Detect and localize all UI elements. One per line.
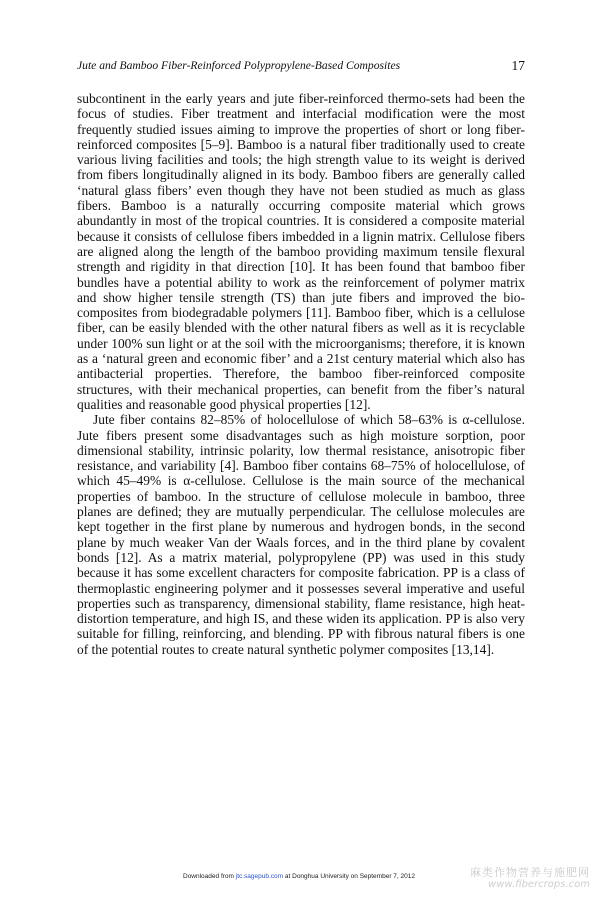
footer-suffix: at Donghua University on September 7, 2012 bbox=[283, 873, 415, 880]
paragraph: subcontinent in the early years and jute fiber-reinforced thermo-sets had been the focus of studies. Fiber treatment and interfacial modification were the most frequently studied issues aiming to improve the properties of short or long fiber-reinforced composites [5–9]. Bamboo is a natural fiber traditionally used to create various living facilities and tools; the high strength value to its weight is derived from fibers longitudinally aligned in its body. Bamboo fibers are generally called ‘natural glass fibers’ even though they have not been studied as much as glass fibers. Bamboo is a naturally occurring composite material which grows abundantly in most of the tropical countries. It is considered a composite material because it consists of cellulose fibers imbedded in a lignin matrix. Cellulose fibers are aligned along the length of the bamboo providing maximum tensile flexural strength and rigidity in that direction [10]. It has been found that bamboo fiber bundles have a potential ability to work as the reinforcement of polymer matrix and show higher tensile strength (TS) than jute fibers and improved the bio-composites from biodegradable polymers [11]. Bamboo fiber, which is a cellulose fiber, can be easily blended with the other natural fibers as well as it is recyclable under 100% sun light or at the soil with the microorganisms; therefore, it is known as a ‘natural green and economic fiber’ and a 21st century material which also has antibacterial properties. Therefore, the bamboo fiber-reinforced composite structures, with their mechanical properties, can benefit from the fiber’s natural qualities and reasonable good physical properties [12]. bbox=[77, 91, 525, 412]
running-header bbox=[77, 58, 525, 74]
journal-link[interactable]: jtc.sagepub.com bbox=[235, 873, 284, 880]
watermark bbox=[465, 866, 590, 891]
running-title: Jute and Bamboo Fiber-Reinforced Polypropylene-Based Composites bbox=[77, 59, 401, 72]
footer-prefix: Downloaded from bbox=[183, 873, 236, 880]
page-number: 17 bbox=[511, 58, 525, 73]
watermark-text: 麻类作物营养与施肥网 bbox=[470, 866, 590, 879]
paragraph: Jute fiber contains 82–85% of holocellulose of which 58–63% is α-cellulose. Jute fibers present some disadvantages such as high moisture sorption, poor dimensional stability, intrinsic polarity, low thermal resistance, anisotropic fiber resistance, and variability [4]. Bamboo fiber contains 68–75% of holocellulose, of which 45–49% is α-cellulose. Cellulose is the main source of the mechanical properties of bamboo. In the structure of cellulose molecule in bamboo, three planes are defined; they are mutually perpendicular. The cellulose molecules are kept together in the first plane by numerous and hydrogen bonds, in the second plane by much weaker Van der Waals forces, and in the third plane by covalent bonds [12]. As a matrix material, polypropylene (PP) was used in this study because it has some excellent characters for composite fabrication. PP is a class of thermoplastic engineering polymer and it possesses several imperative and useful properties such as transparency, dimensional stability, flame resistance, high heat-distortion temperature, and high IS, and these widen its application. PP is also very suitable for filling, reinforcing, and blending. PP with fibrous natural fibers is one of the potential routes to create natural synthetic polymer composites [13,14]. bbox=[77, 412, 525, 657]
watermark-url: www.fibercrops.com bbox=[488, 879, 590, 890]
body-text bbox=[77, 91, 525, 657]
